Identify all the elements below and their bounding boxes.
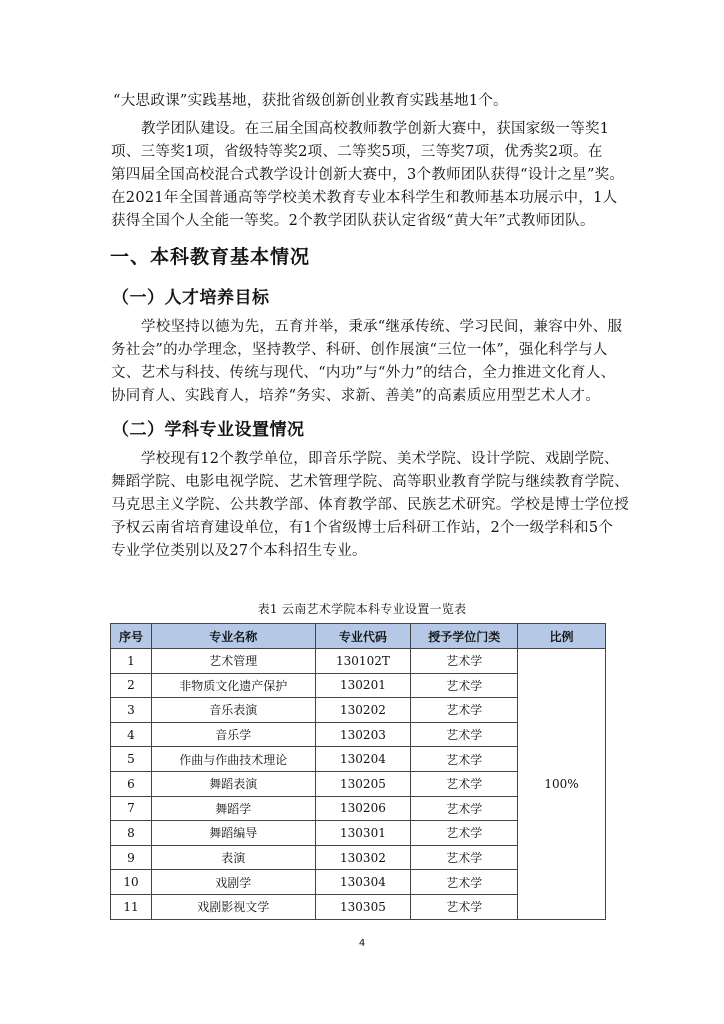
cell-major-name: 作曲与作曲技术理论 — [151, 747, 315, 772]
cell-major-code: 130202 — [315, 698, 411, 723]
cell-major-code: 130201 — [315, 673, 411, 698]
paragraph-line: 在2021年全国普通高等学校美术教育专业本科学生和教师基本功展示中，1人 — [111, 190, 618, 206]
subsection-heading-talent-goal: （一）人才培养目标 — [112, 288, 270, 308]
header-major-name: 专业名称 — [151, 624, 315, 649]
cell-degree-category: 艺术学 — [411, 821, 518, 846]
cell-major-code: 130204 — [315, 747, 411, 772]
cell-degree-category: 艺术学 — [411, 771, 518, 796]
cell-major-code: 130301 — [315, 821, 411, 846]
paragraph-line: 学校坚持以德为先，五育并举，秉承“继承传统、学习民间，兼容中外、服 — [141, 319, 623, 335]
cell-major-code: 130203 — [315, 722, 411, 747]
cell-major-code: 130304 — [315, 870, 411, 895]
paragraph-line: 学校现有12个教学单位，即音乐学院、美术学院、设计学院、戏剧学院、 — [141, 451, 619, 467]
cell-major-code: 130205 — [315, 771, 411, 796]
cell-degree-category: 艺术学 — [411, 796, 518, 821]
paragraph-line: 予权云南省培育建设单位，有1个省级博士后科研工作站，2个一级学科和5个 — [111, 520, 614, 536]
cell-index: 7 — [111, 796, 152, 821]
cell-degree-category: 艺术学 — [411, 722, 518, 747]
table-caption: 表1 云南艺术学院本科专业设置一览表 — [257, 602, 467, 616]
majors-table — [110, 623, 606, 920]
cell-major-name: 舞蹈表演 — [151, 771, 315, 796]
cell-index: 5 — [111, 747, 152, 772]
cell-degree-category: 艺术学 — [411, 673, 518, 698]
cell-index: 8 — [111, 821, 152, 846]
cell-major-name: 音乐表演 — [151, 698, 315, 723]
paragraph-line: 协同育人、实践育人，培养“务实、求新、善美”的高素质应用型艺术人才。 — [111, 388, 601, 404]
paragraph-line: 务社会”的办学理念，坚持教学、科研、创作展演“三位一体”，强化科学与人 — [111, 342, 608, 358]
header-index: 序号 — [111, 624, 152, 649]
cell-degree-category: 艺术学 — [411, 870, 518, 895]
paragraph-line: 马克思主义学院、公共教学部、体育教学部、民族艺术研究。学校是博士学位授 — [111, 497, 629, 513]
cell-index: 6 — [111, 771, 152, 796]
subsection-heading-disciplines: （二）学科专业设置情况 — [112, 420, 305, 440]
cell-major-code: 130305 — [315, 894, 411, 919]
paragraph-line: 教学团队建设。在三届全国高校教师教学创新大赛中，获国家级一等奖1 — [141, 121, 610, 137]
cell-index: 1 — [111, 649, 152, 674]
cell-degree-category: 艺术学 — [411, 649, 518, 674]
paragraph-line: 舞蹈学院、电影电视学院、艺术管理学院、高等职业教育学院与继续教育学院、 — [111, 474, 629, 490]
cell-index: 9 — [111, 845, 152, 870]
cell-index: 2 — [111, 673, 152, 698]
paragraph-line: 文、艺术与科技、传统与现代、“内功”与“外力”的结合，全力推进文化育人、 — [111, 365, 616, 381]
cell-major-code: 130302 — [315, 845, 411, 870]
cell-major-name: 音乐学 — [151, 722, 315, 747]
cell-index: 4 — [111, 722, 152, 747]
cell-major-name: 表演 — [151, 845, 315, 870]
header-ratio: 比例 — [518, 624, 606, 649]
cell-major-code: 130206 — [315, 796, 411, 821]
cell-degree-category: 艺术学 — [411, 894, 518, 919]
paragraph-line: 获得全国个人全能一等奖。2个教学团队获认定省级“黄大年”式教师团队。 — [111, 213, 595, 229]
cell-degree-category: 艺术学 — [411, 845, 518, 870]
cell-major-name: 戏剧影视文学 — [151, 894, 315, 919]
paragraph-line: 第四届全国高校混合式教学设计创新大赛中，3个教师团队获得“设计之星”奖。 — [111, 167, 625, 183]
page-number: 4 — [358, 938, 366, 949]
table-header-row — [111, 624, 606, 649]
cell-major-name: 艺术管理 — [151, 649, 315, 674]
header-major-code: 专业代码 — [315, 624, 411, 649]
section-heading: 一、本科教育基本情况 — [110, 246, 311, 268]
cell-major-name: 非物质文化遗产保护 — [151, 673, 315, 698]
cell-index: 11 — [111, 894, 152, 919]
paragraph-practice-base: “大思政课”实践基地，获批省级创新创业教育实践基地1个。 — [113, 93, 508, 109]
cell-major-name: 舞蹈编导 — [151, 821, 315, 846]
paragraph-line: 专业学位类别以及27个本科招生专业。 — [111, 543, 367, 559]
cell-major-name: 戏剧学 — [151, 870, 315, 895]
cell-index: 3 — [111, 698, 152, 723]
table-row — [111, 649, 606, 674]
cell-degree-category: 艺术学 — [411, 698, 518, 723]
header-degree-category: 授予学位门类 — [411, 624, 518, 649]
cell-degree-category: 艺术学 — [411, 747, 518, 772]
cell-index: 10 — [111, 870, 152, 895]
cell-major-code: 130102T — [315, 649, 411, 674]
paragraph-line: 项、三等奖1项，省级特等奖2项、二等奖5项，三等奖7项，优秀奖2项。在 — [111, 144, 603, 160]
cell-ratio: 100% — [518, 649, 606, 920]
cell-major-name: 舞蹈学 — [151, 796, 315, 821]
